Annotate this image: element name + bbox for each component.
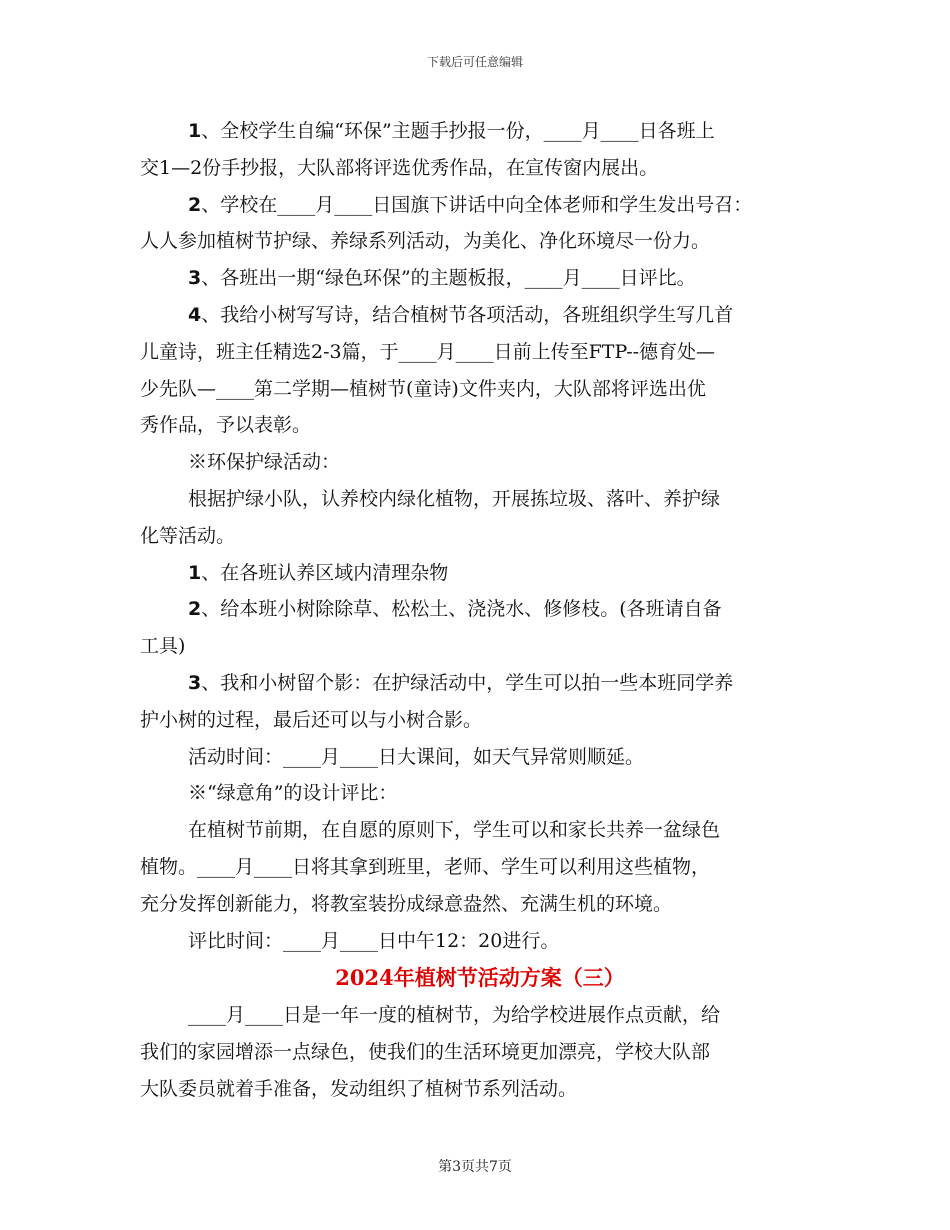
- line-text: 我们的家园增添一点绿色，使我们的生活环境更加漂亮，学校大队部: [140, 1041, 711, 1064]
- paragraph-line: [140, 739, 820, 776]
- document-body: [140, 113, 820, 1108]
- paragraphs-before: [140, 113, 820, 959]
- line-text: 、学校在____月____日国旗下讲话中向全体老师和学生发出号召：: [201, 193, 753, 216]
- line-text: 、我给小树写写诗，结合植树节各项活动，各班组织学生写几首: [201, 303, 734, 326]
- item-number: 3: [188, 671, 202, 694]
- paragraph-line: [140, 665, 820, 702]
- line-text: 护小树的过程，最后还可以与小树合影。: [140, 708, 483, 731]
- line-text: 工具): [140, 635, 186, 658]
- paragraph-line: [140, 150, 820, 187]
- paragraph-line: [140, 297, 820, 334]
- paragraph-line: [140, 518, 820, 555]
- page-footer: 第3页共7页: [438, 1159, 512, 1175]
- line-text: 活动时间：____月____日大课间，如天气异常则顺延。: [188, 745, 645, 768]
- paragraph-line: [140, 628, 820, 665]
- line-text: 秀作品，予以表彰。: [140, 414, 312, 437]
- paragraph: [140, 775, 820, 812]
- paragraph-line: [140, 334, 820, 371]
- section-title: 2024年植树节活动方案（三）: [335, 965, 625, 991]
- line-text: 、全校学生自编“环保”主题手抄报一份，____月____日各班上: [201, 120, 715, 142]
- line-text: 充分发挥创新能力，将教室装扮成绿意盎然、充满生机的环境。: [140, 892, 673, 915]
- item-number: 4: [188, 303, 202, 326]
- line-text: 根据护绿小队，认养校内绿化植物，开展拣垃圾、落叶、养护绿: [188, 487, 721, 510]
- paragraph: [140, 923, 820, 960]
- item-number: 2: [188, 598, 202, 621]
- paragraph-line: [140, 591, 820, 628]
- item-number: 3: [188, 267, 202, 290]
- line-text: 在植树节前期，在自愿的原则下，学生可以和家长共养一盆绿色: [188, 819, 721, 842]
- paragraph: [140, 665, 820, 739]
- line-text: ____月____日是一年一度的植树节，为给学校进展作点贡献，给: [188, 1004, 721, 1027]
- line-text: 化等活动。: [140, 524, 236, 547]
- paragraph-line: [140, 886, 820, 923]
- paragraph-line: [140, 849, 820, 886]
- line-text: 大队委员就着手准备，发动组织了植树节系列活动。: [140, 1077, 578, 1100]
- line-text: 、给本班小树除除草、松松土、浇浇水、修修枝。(各班请自备: [201, 598, 722, 621]
- line-text: 人人参加植树节护绿、养绿系列活动，为美化、净化环境尽一份力。: [140, 230, 711, 253]
- paragraph-line: [140, 997, 820, 1034]
- line-text: 、在各班认养区域内清理杂物: [201, 561, 449, 584]
- paragraph: [140, 739, 820, 776]
- line-text: ※环保护绿活动：: [188, 451, 341, 474]
- paragraph: [140, 812, 820, 922]
- page-header: 下载后可任意编辑: [426, 55, 523, 69]
- paragraph-line: [140, 812, 820, 849]
- paragraph-line: [140, 407, 820, 444]
- paragraph: [140, 481, 820, 555]
- paragraph: [140, 555, 820, 592]
- line-text: 交1—2份手抄报，大队部将评选优秀作品，在宣传窗内展出。: [140, 156, 659, 179]
- paragraphs-after: [140, 997, 820, 1107]
- paragraph: [140, 591, 820, 665]
- paragraph: [140, 113, 820, 187]
- paragraph-line: [140, 775, 820, 812]
- paragraph: [140, 297, 820, 444]
- item-number: 2: [188, 193, 202, 216]
- paragraph: [140, 997, 820, 1107]
- paragraph-line: [140, 481, 820, 518]
- paragraph-line: [140, 187, 820, 224]
- line-text: 植物。____月____日将其拿到班里，老师、学生可以利用这些植物，: [140, 855, 711, 878]
- paragraph-line: [140, 923, 820, 960]
- paragraph-line: [140, 1071, 820, 1108]
- line-text: 评比时间：____月____日中午12：20进行。: [188, 929, 560, 952]
- paragraph-line: [140, 113, 820, 150]
- line-text: 少先队—____第二学期—植树节(童诗)文件夹内，大队部将评选出优: [140, 377, 706, 400]
- paragraph-line: [140, 371, 820, 408]
- line-text: 、我和小树留个影：在护绿活动中，学生可以拍一些本班同学养: [201, 671, 734, 694]
- paragraph: [140, 187, 820, 261]
- paragraph-line: [140, 223, 820, 260]
- item-number: 1: [188, 561, 202, 584]
- paragraph-line: [140, 555, 820, 592]
- line-text: 、各班出一期“绿色环保”的主题板报，____月____日评比。: [201, 267, 696, 290]
- paragraph-line: [140, 1034, 820, 1071]
- paragraph-line: [140, 260, 820, 297]
- item-number: 1: [188, 120, 202, 142]
- paragraph: [140, 444, 820, 481]
- paragraph-line: [140, 444, 820, 481]
- line-text: ※“绿意角”的设计评比：: [188, 782, 398, 805]
- line-text: 儿童诗，班主任精选2-3篇，于____月____日前上传至FTP--德育处—: [140, 340, 716, 363]
- paragraph: [140, 260, 820, 297]
- paragraph-line: [140, 702, 820, 739]
